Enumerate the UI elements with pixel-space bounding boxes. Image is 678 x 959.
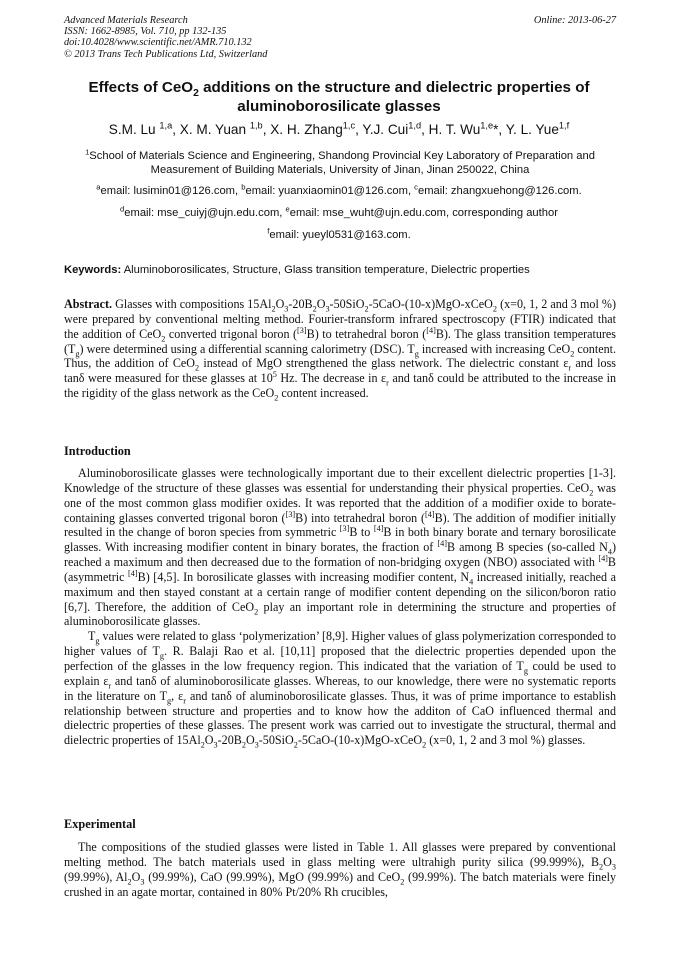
abstract: Abstract. Glasses with compositions $15Al_2O_3-20B_2O_3-50SiO_2-5CaO-(10-x)MgO-xCeO_2$ (x=0, 1, 2 and 3 mol %) were prepared by conventional melting method. Fourier-transform infrared spectroscopy (FTIR) indicated that the addition of CeO$_2$ converted trigonal boron ([3]B) to tetrahedral boron ([4]B). The glass transition temperatures $(T_g)$ were determined using a differential scanning calorimetry (DSC). $T_g$ increased with increasing CeO$_2$ content. Thus, the addition of CeO$_2$ instead of MgO strengthened the glass network. The dielectric constant $\varepsilon_r$ and loss tanδ were measured for these glasses at $10^5$ Hz. The decrease in $\varepsilon_r$ and tanδ could be attributed to the increase in the rigidity of the glass network as the CeO$_2$ content increased. bbox=[64, 297, 616, 403]
email-line-3: $^f$email: yueyl0531@163.com. bbox=[267, 226, 411, 241]
copyright: © 2013 Trans Tech Publications Ltd, Switzerland bbox=[64, 48, 268, 60]
journal-header bbox=[64, 15, 616, 60]
introduction-body bbox=[64, 466, 616, 748]
keywords-label: Keywords: bbox=[64, 264, 122, 276]
author-list: S.M. Lu $^{1,a}$, X. M. Yuan $^{1,b}$, X. H. Zhang$^{1,c}$, Y.J. Cui$^{1,d}$, H. T. Wu$^{1,e}$*, Y. L. Yue$^{1,f}$ bbox=[108, 120, 570, 137]
experimental-paragraph-1: The compositions of the studied glasses were listed in Table 1. All glasses were prepared by conventional melting method. The batch materials used in glass melting were ultrahigh purity silica (99.999%), $B_2O_3$ (99.99%), $Al_2O_3$ (99.99%), CaO (99.99%), MgO (99.99%) and CeO$_2$ (99.99%). The batch materials were finely crushed in an agate mortar, contained in 80% Pt/20% Rh crucibles, bbox=[64, 840, 616, 899]
issn: ISSN: 1662-8985, Vol. 710, pp 132-135 bbox=[64, 26, 227, 38]
title-line-1: Effects of CeO$_2$ additions on the structure and dielectric properties of bbox=[88, 79, 590, 100]
doi: doi:10.4028/www.scientific.net/AMR.710.132 bbox=[64, 37, 252, 49]
introduction-paragraph-1: Aluminoborosilicate glasses were technologically important due to their excellent dielectric properties [1-3]. Knowledge of the structure of these glasses was essential for understanding their physical properties. CeO$_2$ was one of the most common glass modifier oxides. It was reported that the addition of a modifier oxide to borate-containing glasses converted trigonal boron ([3]B) into tetrahedral boron ([4]B). The addition of modifier initially resulted in the change of boron species from symmetric [3]B to [4]B in both binary borate and ternary borosilicate glasses. With increasing modifier content in binary borates, the fraction of [4]B among B species (so-called $N_4$) reached a maximum and then decreased due to the formation of non-bridging oxygen (NBO) associated with [4]B (asymmetric [4]B) [4,5]. In borosilicate glasses with increasing modifier content, $N_4$ increased initially, reached a maximum and then stayed constant at a certain range of modifier content depending on the silicon/boron ratio [6,7]. Therefore, the addition of CeO$_2$ play an important role in determining the structure and properties of aluminoborosilicate glasses. bbox=[64, 466, 617, 629]
online-date: Online: 2013-06-27 bbox=[533, 15, 616, 26]
introduction-paragraph-2: $T_g$ values were related to glass ‘polymerization’ [8,9]. Higher values of glass polymerization corresponded to higher values of $T_g$. R. Balaji Rao et al. [10,11] proposed that the dielectric properties depended upon the perfection of the glasses in the low frequency region. This indicated that the variation of $T_g$ could be used to explain $\varepsilon_r$ and tanδ of aluminoborosilicate glasses. Whereas, to our knowledge, there were no systematic reports in the literature on $T_g$, $\varepsilon_r$ and tanδ of aluminoborosilicate glasses. Thus, it was of prime importance to establish relationship between structure and properties and to know how the additon of CaO influenced thermal and dielectric properties of these glasses. The present work was carried out to investigate the structural, thermal and dielectric properties of $15Al_2O_3-20B_2O_3-50SiO_2-5CaO-(10-x)MgO-xCeO_2$ (x=0, 1, 2 and 3 mol %) glasses. bbox=[64, 629, 617, 750]
paper-title bbox=[30, 78, 648, 116]
title-line-2: aluminoborosilicate glasses bbox=[237, 98, 441, 115]
journal-name: Advanced Materials Research bbox=[64, 15, 188, 26]
email-line-2: $^d$email: mse_cuiyj@ujn.edu.com, $^e$email: mse_wuht@ujn.edu.com, corresponding author bbox=[120, 204, 558, 219]
experimental-body bbox=[64, 840, 616, 899]
email-line-1: $^a$email: lusimin01@126.com, $^b$email: yuanxiaomin01@126.com, $^c$email: zhangxuehong@126.com. bbox=[96, 182, 582, 197]
affiliation: $^1$School of Materials Science and Engineering, Shandong Provincial Key Laboratory of Preparation and Measurement of Building Materials, University of Jinan, Jinan 250022, China bbox=[85, 147, 595, 177]
abstract-label: Abstract. bbox=[64, 297, 113, 311]
experimental-heading: Experimental bbox=[64, 817, 136, 831]
keywords: Keywords: Aluminoborosilicates, Structure, Glass transition temperature, Dielectric properties bbox=[64, 264, 530, 276]
introduction-heading: Introduction bbox=[64, 444, 131, 458]
